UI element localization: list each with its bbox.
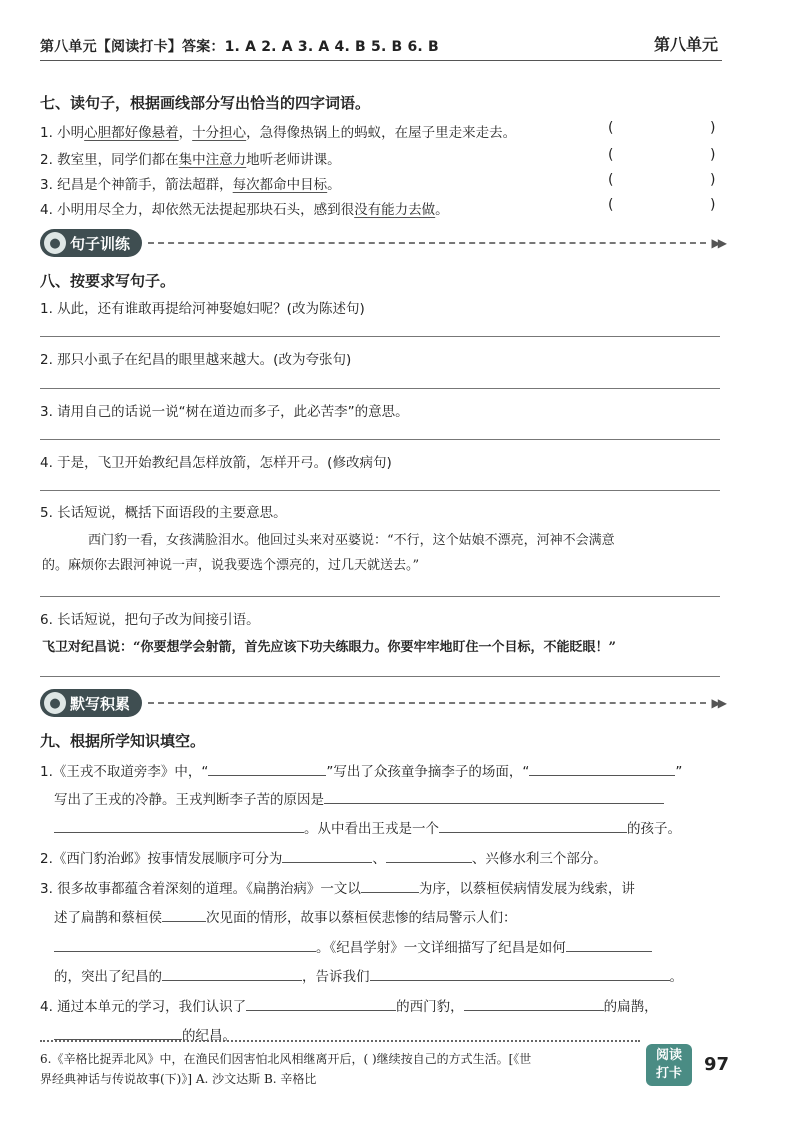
s8-q3: 3. 请用自己的话说一说“树在道边而多子，此必苦李”的意思。 (40, 404, 409, 420)
footer-question-line2: 界经典神话与传说故事(下)》] A. 沙文达斯 B. 辛格比 (40, 1072, 317, 1086)
answer-line-s8-q1[interactable] (40, 336, 720, 337)
s7-item-2: 2. 教室里，同学们都在集中注意力地听老师讲课。 (40, 152, 341, 168)
s9-q3-line4: 的，突出了纪昌的 ，告诉我们 。 (54, 969, 683, 985)
reading-checkin-badge: 阅读 打卡 (646, 1044, 692, 1086)
s9-q3-line1: 3. 很多故事都蕴含着深刻的道理。《扁鹊治病》一文以 为序，以蔡桓侯病情发展为线索，讲 (40, 881, 635, 897)
s8-q5-passage-line1: 西门豹一看，女孩满脸泪水。他回过头来对巫婆说：“不行，这个姑娘不漂亮，河神不会满意 (88, 533, 615, 548)
s9-q4-line2: 的纪昌。 (54, 1024, 236, 1044)
answer-line-s8-q2[interactable] (40, 388, 720, 389)
answer-key: 第八单元【阅读打卡】答案：1. A 2. A 3. A 4. B 5. B 6. B (40, 39, 439, 55)
lightbulb-icon: ● (44, 232, 66, 254)
section7-title: 七、读句子，根据画线部分写出恰当的四字词语。 (40, 94, 371, 112)
unit-title: 第八单元 (654, 35, 719, 54)
s9-q1-line3: 。从中看出王戎是一个 的孩子。 (54, 817, 681, 837)
banner-pill: ● 默写积累 (40, 689, 142, 717)
blank-field[interactable] (566, 938, 652, 952)
s8-q6-quote: 飞卫对纪昌说：“你要想学会射箭，首先应该下功夫练眼力。你要牢牢地盯住一个目标，不能眨眼！” (42, 640, 616, 655)
page-number: 97 (704, 1054, 730, 1075)
blank-field[interactable] (246, 997, 396, 1011)
s9-q3-line3: 。《纪昌学射》一文详细描写了纪昌是如何 (54, 936, 652, 956)
answer-paren-close-2: ) (710, 147, 716, 163)
double-arrow-icon: ▶▶ (711, 236, 724, 250)
answer-paren-close-4: ) (710, 197, 716, 213)
s8-q4: 4. 于是，飞卫开始教纪昌怎样放箭，怎样开弓。(修改病句) (40, 455, 392, 471)
blank-field[interactable] (324, 790, 664, 804)
footer-question-line1: 6.《辛格比捉弄北风》中，在渔民们因害怕北风相继离开后，( )继续按自己的方式生活。[《世 (40, 1052, 532, 1066)
s8-q2: 2. 那只小虱子在纪昌的眼里越来越大。(改为夸张句) (40, 352, 352, 368)
answer-paren-open-4[interactable]: ( (608, 197, 614, 213)
blank-field[interactable] (529, 762, 675, 776)
s9-q1-line2: 写出了王戎的冷静。王戎判断李子苦的原因是 (54, 788, 664, 808)
s8-q6: 6. 长话短说，把句子改为间接引语。 (40, 612, 260, 628)
banner-dashed-line (148, 702, 706, 704)
blank-field[interactable] (162, 967, 302, 981)
header-divider (40, 60, 722, 61)
s9-q3-line2: 述了扁鹊和蔡桓侯 次见面的情形，故事以蔡桓侯悲惨的结局警示人们： (54, 910, 517, 926)
section9-title: 九、根据所学知识填空。 (40, 732, 206, 750)
s9-q4-line1: 4. 通过本单元的学习，我们认识了 的西门豹， 的扁鹊， (40, 999, 658, 1015)
double-arrow-icon: ▶▶ (711, 696, 724, 710)
s9-q1-line1: 1.《王戎不取道旁李》中，“ ”写出了众孩童争摘李子的场面，“ ” (40, 764, 683, 780)
blank-field[interactable] (282, 849, 372, 863)
banner-sentence-training (40, 228, 724, 258)
answer-line-s8-q6[interactable] (40, 676, 720, 677)
blank-field[interactable] (162, 908, 206, 922)
answer-line-s8-q5[interactable] (40, 596, 720, 597)
s7-item-3: 3. 纪昌是个神箭手，箭法超群，每次都命中目标。 (40, 177, 341, 193)
s9-q2: 2.《西门豹治邺》按事情发展顺序可分为 、 、兴修水利三个部分。 (40, 851, 607, 867)
answer-paren-close-3: ) (710, 172, 716, 188)
blank-field[interactable] (361, 879, 419, 893)
blank-field[interactable] (54, 1026, 182, 1040)
answer-paren-open-2[interactable]: ( (608, 147, 614, 163)
s8-q5: 5. 长话短说，概括下面语段的主要意思。 (40, 505, 287, 521)
answer-paren-close-1: ) (710, 120, 716, 136)
blank-field[interactable] (370, 967, 670, 981)
section8-title: 八、按要求写句子。 (40, 272, 176, 290)
lightbulb-icon: ● (44, 692, 66, 714)
blank-field[interactable] (54, 938, 316, 952)
blank-field[interactable] (208, 762, 326, 776)
s7-item-4: 4. 小明用尽全力，却依然无法提起那块石头，感到很没有能力去做。 (40, 202, 449, 218)
blank-field[interactable] (386, 849, 472, 863)
s8-q5-passage-line2: 的。麻烦你去跟河神说一声，说我要选个漂亮的，过几天就送去。” (42, 558, 420, 573)
blank-field[interactable] (464, 997, 604, 1011)
s7-item-1: 1. 小明心胆都好像悬着，十分担心，急得像热锅上的蚂蚁，在屋子里走来走去。 (40, 125, 517, 141)
banner-dashed-line (148, 242, 706, 244)
answer-paren-open-3[interactable]: ( (608, 172, 614, 188)
footer-dotted-divider (40, 1040, 640, 1042)
answer-paren-open-1[interactable]: ( (608, 120, 614, 136)
blank-field[interactable] (54, 819, 304, 833)
blank-field[interactable] (439, 819, 627, 833)
banner-dictation (40, 688, 724, 718)
answer-line-s8-q4[interactable] (40, 490, 720, 491)
answer-line-s8-q3[interactable] (40, 439, 720, 440)
banner-pill: ● 句子训练 (40, 229, 142, 257)
s8-q1: 1. 从此，还有谁敢再提给河神娶媳妇呢？(改为陈述句) (40, 301, 365, 317)
